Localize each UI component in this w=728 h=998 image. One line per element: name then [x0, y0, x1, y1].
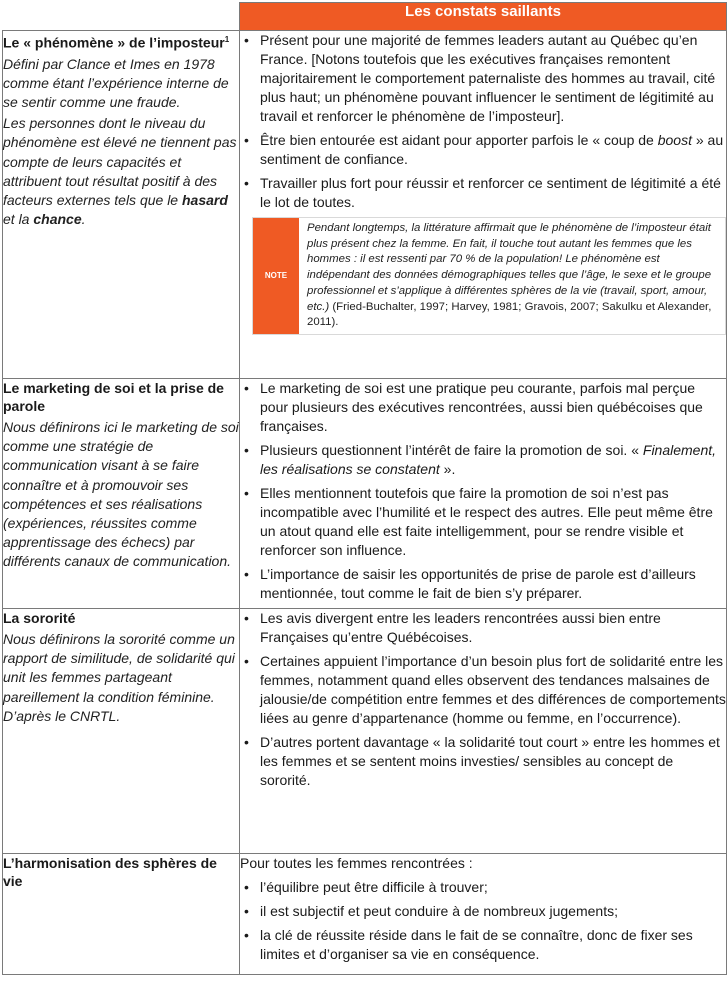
definition-imposteur-2: [3, 114, 239, 229]
keyword-chance: chance: [33, 211, 82, 228]
findings-cell-harmonisation: [240, 854, 727, 975]
note-body: Pendant longtemps, la littérature affirmait que le phénomène de l’imposteur était plus présent chez la femme. En fait, il touche tout autant les femmes que les hommes : il est ressenti par 70 % de la population! Le phénomène est indépendant des données démographiques telles que l’âge, le sexe et le groupe professionnel et s’applique à différentes sphères de la vie (travail, sport, amour, etc.): [307, 222, 712, 313]
findings-cell-imposteur: [240, 31, 727, 379]
topic-title-sororite: La sororité: [3, 610, 76, 626]
bullet-end: » au sentiment de confiance.: [260, 132, 724, 167]
list-item: • la clé de réussite réside dans le fait de se connaître, donc de fixer ses limites et d’organiser sa vie en conséquence.: [240, 926, 726, 964]
keyword-hasard: hasard: [182, 192, 228, 209]
list-item: • D’autres portent davantage « la solidarité tout court » entre les hommes et les femmes et se sentent moins investies/ sensibles au concept de sororité.: [240, 733, 726, 790]
list-item: • Certaines appuient l’importance d’un besoin plus fort de solidarité entre les femmes, notamment quand elles observent des tendances malsaines de jalousie/de compétition entre femmes et des différences de comportements liées au genre d’appartenance (homme ou femme, en l’occurrence).: [240, 652, 726, 728]
topic-cell-sororite: [3, 609, 240, 854]
list-item: • Le marketing de soi est une pratique peu courante, parfois mal perçue pour plusieurs des exécutives rencontrées, aussi bien québécoises que françaises.: [240, 379, 726, 436]
list-item: • L’importance de saisir les opportunités de prise de parole est d’ailleurs mentionnée, tout comme le fait de bien s’y préparer.: [240, 565, 726, 603]
bullet-start: Plusieurs questionnent l’intérêt de faire la promotion de soi. «: [260, 442, 643, 458]
bullet-emphasis: Finalement, les réalisations se constatent: [260, 442, 717, 477]
table-header-row: [3, 3, 727, 31]
topic-title-imposteur-text: Le « phénomène » de l’imposteur: [3, 34, 225, 51]
definition-imposteur-2-mid: et la: [3, 211, 34, 228]
bullet-start: Être bien entourée est aidant pour apporter parfois le « coup de: [260, 132, 658, 148]
bullet-end: ».: [439, 461, 456, 477]
definition-marketing: Nous définirons ici le marketing de soi comme une stratégie de communication visant à se faire connaître et à promouvoir ses compétences et ses réalisations (expériences, réussites comme apprentissage des échecs) par différents canaux de communication.: [3, 419, 239, 570]
list-item: • l’équilibre peut être difficile à trouver;: [240, 878, 726, 897]
note-box: [252, 217, 726, 335]
bullet-emphasis: boost: [657, 132, 692, 148]
findings-list-imposteur: [240, 31, 726, 212]
findings-list-marketing: [240, 379, 726, 603]
definition-imposteur-1: Défini par Clance et Imes en 1978 comme étant l’expérience interne de se sentir comme une fraude.: [3, 55, 229, 111]
list-item: • Les avis divergent entre les leaders rencontrées aussi bien entre Françaises qu’entre Québécoises.: [240, 609, 726, 647]
topic-title-harmonisation: L’harmonisation des sphères de vie: [3, 855, 217, 889]
header-blank-cell: [3, 3, 240, 31]
list-item: [240, 441, 726, 479]
definition-imposteur-2-start: Les personnes dont le niveau du phénomène est élevé ne tiennent pas compte de leurs capacités et attribuent tout résultat positif à des facteurs externes tels que le: [3, 115, 237, 209]
findings-list-harmonisation: [240, 878, 726, 964]
list-item: • Présent pour une majorité de femmes leaders autant au Québec qu’en France. [Notons toutefois que les exécutives françaises remontent majoritairement le comportement paternaliste des hommes au travail, cité plus haut; un phénomène pouvant influencer le sentiment de légitimité au travail et renforcer le phénomène de l’imposteur].: [240, 31, 726, 126]
note-label: NOTE: [253, 218, 299, 334]
table-row-sororite: [3, 609, 727, 854]
list-item: • Elles mentionnent toutefois que faire la promotion de soi n’est pas incompatible avec l’humilité et le respect des autres. Elle peut même être un atout quand elle est faite intelligemment, pour se rendre visible et renforcer son influence.: [240, 484, 726, 560]
note-text: [299, 218, 725, 334]
table-row-marketing: [3, 379, 727, 609]
definition-sororite: Nous définirons la sororité comme un rapport de similitude, de solidarité qui unit les femmes partageant pareillement la condition féminine. D’après le CNRTL.: [3, 631, 235, 724]
harmonisation-intro: Pour toutes les femmes rencontrées :: [240, 855, 473, 871]
table-header-title: Les constats saillants: [240, 3, 727, 31]
table-row-harmonisation: [3, 854, 727, 975]
footnote-mark: 1: [224, 35, 230, 44]
findings-cell-marketing: [240, 379, 727, 609]
topic-title-marketing: Le marketing de soi et la prise de parole: [3, 380, 224, 414]
list-item: • il est subjectif et peut conduire à de nombreux jugements;: [240, 902, 726, 921]
list-item: • Travailler plus fort pour réussir et renforcer ce sentiment de légitimité a été le lot de toutes.: [240, 174, 726, 212]
list-item: [240, 131, 726, 169]
table-row-imposteur: [3, 31, 727, 379]
topic-cell-imposteur: [3, 31, 240, 379]
topic-cell-marketing: [3, 379, 240, 609]
findings-list-sororite: [240, 609, 726, 790]
topic-title-imposteur: [3, 31, 239, 52]
note-references: (Fried-Buchalter, 1997; Harvey, 1981; Gravois, 2007; Sakulku et Alexander, 2011).: [307, 300, 712, 329]
definition-imposteur-2-end: .: [81, 211, 86, 228]
topic-cell-harmonisation: [3, 854, 240, 975]
findings-cell-sororite: [240, 609, 727, 854]
findings-table: [2, 2, 727, 975]
